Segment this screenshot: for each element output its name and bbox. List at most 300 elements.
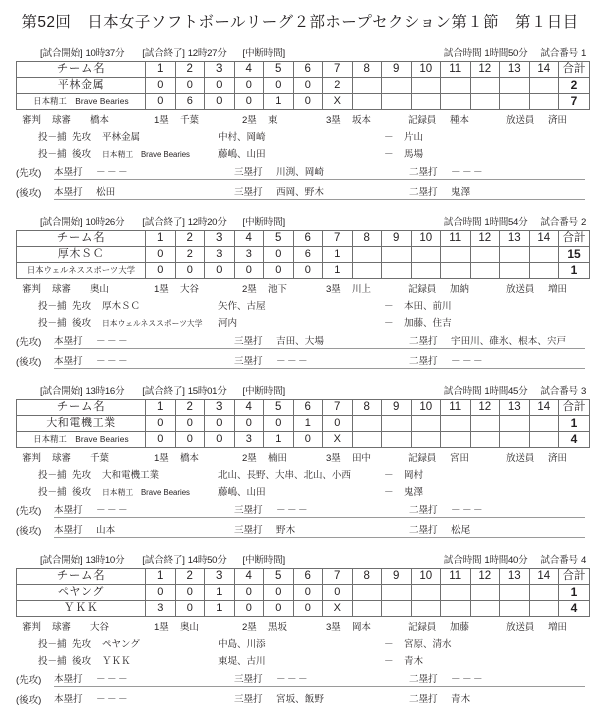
double-label: 二塁打 [409, 187, 438, 198]
game-block [0, 214, 600, 369]
header-inning-12: 12 [470, 400, 500, 416]
inning-score-cell: 0 [234, 78, 264, 94]
header-inning-2: 2 [175, 400, 205, 416]
hit-group [234, 353, 409, 369]
inning-score-cell [500, 78, 530, 94]
inning-score-cell: 0 [293, 78, 323, 94]
catcher-names: 加藤、住吉 [404, 318, 452, 329]
announcer-label: 放送員 [506, 115, 535, 126]
announcer-name: 増田 [548, 622, 567, 633]
battery-label: 投－捕 [38, 656, 67, 667]
header-team-name: チーム名 [17, 231, 146, 247]
suspend-time-label: [中断時間] [242, 555, 286, 566]
game-block [0, 45, 600, 200]
game-number-label: 試合番号 [540, 386, 578, 397]
battery-label: 投－捕 [38, 132, 67, 143]
inning-score-cell [411, 585, 441, 601]
inning-score-cell: 3 [234, 432, 264, 448]
header-inning-1: 1 [146, 400, 176, 416]
base2-label: 2塁 [242, 453, 257, 464]
inning-score-cell: 0 [234, 585, 264, 601]
inning-score-cell: 3 [146, 601, 176, 617]
scorer-label: 記録員 [408, 622, 437, 633]
battery-row [16, 650, 586, 667]
header-inning-12: 12 [470, 569, 500, 585]
header-total: 合計 [559, 62, 590, 78]
header-inning-8: 8 [352, 62, 382, 78]
triple-names: 川渕、岡崎 [276, 167, 324, 178]
hit-group [54, 522, 234, 538]
triple-names: 野木 [276, 525, 296, 536]
inning-score-cell [382, 416, 412, 432]
battery-dash: － [384, 656, 394, 667]
header-team-name: チーム名 [17, 400, 146, 416]
header-inning-11: 11 [441, 569, 471, 585]
inning-score-cell [411, 416, 441, 432]
header-inning-13: 13 [500, 569, 530, 585]
double-label: 二塁打 [409, 336, 438, 347]
hit-group [409, 502, 585, 518]
hit-group [409, 333, 585, 349]
team-total-cell: 15 [559, 247, 590, 263]
officials-row [16, 448, 586, 464]
inning-score-cell [382, 247, 412, 263]
team-name-cell: 厚木ＳＣ [17, 247, 146, 263]
inning-score-cell: 1 [205, 601, 235, 617]
header-inning-4: 4 [234, 569, 264, 585]
inning-score-cell: 0 [293, 585, 323, 601]
inning-score-cell: X [323, 94, 353, 110]
battery-side-label: 後攻 [72, 318, 91, 329]
header-total: 合計 [559, 231, 590, 247]
hit-group [234, 691, 409, 706]
battery-row [16, 312, 586, 329]
inning-score-cell [470, 94, 500, 110]
double-label: 二塁打 [409, 505, 438, 516]
hit-group [234, 333, 409, 349]
header-inning-5: 5 [264, 400, 294, 416]
inning-score-cell [382, 78, 412, 94]
header-inning-10: 10 [411, 62, 441, 78]
header-inning-12: 12 [470, 231, 500, 247]
inning-score-cell [529, 247, 559, 263]
scorer-label: 記録員 [408, 115, 437, 126]
plate-umpire-label: 球審 [52, 453, 71, 464]
hits-row [16, 667, 586, 687]
inning-score-cell: 2 [175, 247, 205, 263]
scorer-name: 加納 [450, 284, 469, 295]
inning-score-cell: 1 [264, 432, 294, 448]
battery-side-label: 先攻 [72, 132, 91, 143]
inning-score-cell [382, 94, 412, 110]
inning-score-cell [382, 601, 412, 617]
inning-score-cell: 0 [146, 247, 176, 263]
duration-label: 試合時間 [443, 386, 482, 397]
header-inning-8: 8 [352, 569, 382, 585]
inning-score-cell: 0 [323, 585, 353, 601]
inning-score-cell [441, 247, 471, 263]
battery-row [16, 126, 586, 143]
inning-score-cell [500, 432, 530, 448]
game-block [0, 383, 600, 538]
inning-score-cell: 0 [234, 94, 264, 110]
score-table-team-row [17, 263, 590, 279]
homerun-names: －－－ [96, 505, 129, 516]
battery-team-name: ＹＫＫ [102, 656, 131, 667]
header-inning-2: 2 [175, 569, 205, 585]
battery-side-label: 後攻 [72, 149, 91, 160]
hits-side-label: (後攻) [16, 188, 42, 199]
header-inning-9: 9 [382, 231, 412, 247]
inning-score-cell: 2 [323, 78, 353, 94]
games-container [0, 45, 600, 706]
inning-score-cell [500, 601, 530, 617]
inning-score-cell [500, 585, 530, 601]
team-name-cell: 日本精工 Brave Bearies [17, 94, 146, 110]
plate-umpire-name: 奥山 [90, 284, 109, 295]
inning-score-cell: 0 [146, 585, 176, 601]
inning-score-cell: 0 [175, 585, 205, 601]
battery-label: 投－捕 [38, 149, 67, 160]
game-number-label: 試合番号 [540, 217, 578, 228]
announcer-name: 済田 [548, 115, 567, 126]
triple-label: 三塁打 [234, 674, 263, 685]
homerun-names: －－－ [96, 167, 129, 178]
inning-score-cell [529, 416, 559, 432]
inning-score-cell: 0 [146, 263, 176, 279]
start-time-label: [試合開始] [40, 386, 83, 397]
hits-row [16, 329, 586, 349]
start-time-value: 10時26分 [85, 217, 125, 228]
plate-umpire-label: 球審 [52, 284, 71, 295]
inning-score-cell [352, 263, 382, 279]
homerun-label: 本塁打 [54, 694, 83, 705]
homerun-label: 本塁打 [54, 167, 83, 178]
battery-label: 投－捕 [38, 301, 67, 312]
inning-score-cell: 0 [175, 601, 205, 617]
inning-score-cell: 0 [146, 432, 176, 448]
triple-label: 三塁打 [234, 167, 263, 178]
base2-label: 2塁 [242, 115, 257, 126]
header-total: 合計 [559, 400, 590, 416]
inning-score-cell [411, 432, 441, 448]
team-name-cell: ＹＫＫ [17, 601, 146, 617]
pitcher-names: 東堤、古川 [218, 656, 266, 667]
hit-group [54, 164, 234, 180]
double-names: 宇田川、碓氷、根本、宍戸 [451, 336, 567, 347]
triple-label: 三塁打 [234, 356, 263, 367]
base2-umpire-name: 黒坂 [268, 622, 287, 633]
battery-dash: － [384, 470, 394, 481]
catcher-names: 宮原、清水 [404, 639, 452, 650]
duration-label: 試合時間 [443, 555, 482, 566]
suspend-time-label: [中断時間] [242, 48, 286, 59]
triple-label: 三塁打 [234, 336, 263, 347]
game-number-value: 4 [580, 555, 586, 566]
header-inning-3: 3 [205, 569, 235, 585]
header-inning-13: 13 [500, 400, 530, 416]
hit-group [234, 502, 409, 518]
double-names: 松尾 [451, 525, 471, 536]
inning-score-cell: X [323, 432, 353, 448]
inning-score-cell: 6 [175, 94, 205, 110]
base1-label: 1塁 [154, 453, 169, 464]
hit-group [234, 184, 409, 200]
battery-label: 投－捕 [38, 318, 67, 329]
homerun-names: －－－ [96, 674, 129, 685]
score-table-team-row [17, 432, 590, 448]
hit-group [54, 184, 234, 200]
hit-group [409, 691, 585, 706]
header-inning-1: 1 [146, 62, 176, 78]
inning-score-cell [470, 78, 500, 94]
team-total-cell: 7 [559, 94, 590, 110]
announcer-label: 放送員 [506, 284, 535, 295]
battery-row [16, 481, 586, 498]
score-table [16, 568, 590, 617]
header-inning-4: 4 [234, 231, 264, 247]
battery-dash: － [384, 301, 394, 312]
double-names: －－－ [451, 356, 484, 367]
inning-score-cell: 0 [234, 601, 264, 617]
game-number-value: 3 [580, 386, 586, 397]
inning-score-cell [529, 432, 559, 448]
catcher-names: 鬼澤 [404, 487, 423, 498]
team-name-cell: 日本精工 Brave Bearies [17, 432, 146, 448]
hits-row [16, 349, 586, 369]
base2-umpire-name: 池下 [268, 284, 287, 295]
inning-score-cell: 0 [205, 78, 235, 94]
inning-score-cell [352, 247, 382, 263]
base1-umpire-name: 奥山 [180, 622, 199, 633]
inning-score-cell [352, 416, 382, 432]
plate-umpire-label: 球審 [52, 622, 71, 633]
hit-group [234, 164, 409, 180]
umpire-label: 審判 [22, 453, 41, 464]
header-inning-6: 6 [293, 62, 323, 78]
header-inning-9: 9 [382, 400, 412, 416]
header-team-name: チーム名 [17, 569, 146, 585]
hit-group [409, 184, 585, 200]
inning-score-cell: 0 [293, 601, 323, 617]
base2-umpire-name: 楠田 [268, 453, 287, 464]
inning-score-cell [441, 263, 471, 279]
header-inning-7: 7 [323, 231, 353, 247]
inning-score-cell [352, 432, 382, 448]
score-table-header-row [17, 231, 590, 247]
base3-label: 3塁 [326, 622, 341, 633]
inning-score-cell: X [323, 601, 353, 617]
header-inning-10: 10 [411, 400, 441, 416]
double-label: 二塁打 [409, 525, 438, 536]
scorer-label: 記録員 [408, 284, 437, 295]
end-time-label: [試合終了] [142, 386, 185, 397]
homerun-label: 本塁打 [54, 336, 83, 347]
inning-score-cell [470, 416, 500, 432]
inning-score-cell: 0 [205, 263, 235, 279]
battery-row [16, 633, 586, 650]
header-inning-5: 5 [264, 231, 294, 247]
triple-label: 三塁打 [234, 187, 263, 198]
inning-score-cell [529, 263, 559, 279]
plate-umpire-label: 球審 [52, 115, 71, 126]
score-table [16, 61, 590, 110]
team-total-cell: 4 [559, 432, 590, 448]
inning-score-cell [352, 585, 382, 601]
inning-score-cell [441, 432, 471, 448]
header-inning-8: 8 [352, 400, 382, 416]
hits-side-label: (先攻) [16, 506, 42, 517]
score-table-team-row [17, 94, 590, 110]
score-table [16, 399, 590, 448]
header-inning-11: 11 [441, 62, 471, 78]
umpire-label: 審判 [22, 115, 41, 126]
inning-score-cell: 0 [146, 94, 176, 110]
header-inning-6: 6 [293, 231, 323, 247]
header-inning-14: 14 [529, 231, 559, 247]
scorer-name: 加藤 [450, 622, 469, 633]
game-number-value: 2 [580, 217, 586, 228]
hits-row [16, 160, 586, 180]
hit-group [54, 671, 234, 687]
base3-label: 3塁 [326, 284, 341, 295]
battery-label: 投－捕 [38, 487, 67, 498]
duration-value: 1時間40分 [484, 555, 528, 566]
header-inning-14: 14 [529, 400, 559, 416]
hits-side-label: (先攻) [16, 168, 42, 179]
header-inning-7: 7 [323, 400, 353, 416]
umpire-label: 審判 [22, 284, 41, 295]
inning-score-cell: 3 [234, 247, 264, 263]
hit-group [54, 333, 234, 349]
inning-score-cell: 0 [175, 432, 205, 448]
hits-side-label: (後攻) [16, 526, 42, 537]
inning-score-cell [529, 78, 559, 94]
hit-group [54, 502, 234, 518]
double-label: 二塁打 [409, 694, 438, 705]
inning-score-cell: 1 [323, 263, 353, 279]
team-total-cell: 1 [559, 585, 590, 601]
header-inning-6: 6 [293, 569, 323, 585]
header-inning-3: 3 [205, 231, 235, 247]
inning-score-cell [441, 416, 471, 432]
inning-score-cell [441, 601, 471, 617]
battery-team-name: 厚木ＳＣ [102, 301, 140, 312]
game-meta-row [16, 383, 586, 399]
officials-row [16, 279, 586, 295]
inning-score-cell: 6 [293, 247, 323, 263]
battery-side-label: 後攻 [72, 487, 91, 498]
base2-label: 2塁 [242, 622, 257, 633]
team-total-cell: 1 [559, 263, 590, 279]
hits-side-label: (先攻) [16, 337, 42, 348]
page-title: 第52回 日本女子ソフトボールリーグ２部ホープセクション第１節 第１日目 [21, 14, 579, 31]
base2-umpire-name: 東 [268, 115, 278, 126]
inning-score-cell [470, 432, 500, 448]
suspend-time-label: [中断時間] [242, 386, 286, 397]
score-table-header-row [17, 569, 590, 585]
inning-score-cell: 0 [205, 432, 235, 448]
homerun-label: 本塁打 [54, 525, 83, 536]
header-inning-11: 11 [441, 400, 471, 416]
header-inning-8: 8 [352, 231, 382, 247]
header-inning-10: 10 [411, 569, 441, 585]
base2-label: 2塁 [242, 284, 257, 295]
catcher-names: 岡村 [404, 470, 423, 481]
header-total: 合計 [559, 569, 590, 585]
inning-score-cell: 0 [234, 263, 264, 279]
base3-umpire-name: 田中 [352, 453, 371, 464]
hit-group [409, 671, 585, 687]
battery-side-label: 後攻 [72, 656, 91, 667]
score-table-team-row [17, 601, 590, 617]
header-inning-13: 13 [500, 62, 530, 78]
inning-score-cell: 0 [293, 432, 323, 448]
hits-side-label: (後攻) [16, 695, 42, 706]
inning-score-cell [411, 263, 441, 279]
end-time-label: [試合終了] [142, 555, 185, 566]
plate-umpire-name: 橋本 [90, 115, 109, 126]
double-names: －－－ [451, 167, 484, 178]
team-name-cell: 日本ウェルネススポーツ大学 [17, 263, 146, 279]
triple-names: 吉田、大場 [276, 336, 324, 347]
homerun-names: －－－ [96, 356, 129, 367]
inning-score-cell [529, 585, 559, 601]
catcher-names: 本田、前川 [404, 301, 452, 312]
plate-umpire-name: 大谷 [90, 622, 109, 633]
header-inning-13: 13 [500, 231, 530, 247]
inning-score-cell [382, 585, 412, 601]
battery-label: 投－捕 [38, 470, 67, 481]
end-time-label: [試合終了] [142, 217, 185, 228]
pitcher-names: 北山、長野、大串、北山、小西 [218, 470, 351, 481]
inning-score-cell [352, 94, 382, 110]
inning-score-cell: 1 [323, 247, 353, 263]
hits-row [16, 687, 586, 706]
pitcher-names: 中島、川添 [218, 639, 266, 650]
base1-label: 1塁 [154, 622, 169, 633]
triple-names: －－－ [276, 356, 309, 367]
end-time-value: 12時27分 [187, 48, 227, 59]
triple-names: －－－ [276, 505, 309, 516]
header-inning-5: 5 [264, 62, 294, 78]
inning-score-cell [382, 263, 412, 279]
inning-score-cell [441, 585, 471, 601]
header-inning-5: 5 [264, 569, 294, 585]
suspend-time-label: [中断時間] [242, 217, 286, 228]
team-total-cell: 1 [559, 416, 590, 432]
pitcher-names: 河内 [218, 318, 237, 329]
game-meta-row [16, 214, 586, 230]
header-inning-1: 1 [146, 569, 176, 585]
double-label: 二塁打 [409, 356, 438, 367]
inning-score-cell [529, 94, 559, 110]
team-name-cell: 平林金属 [17, 78, 146, 94]
homerun-label: 本塁打 [54, 674, 83, 685]
scorer-name: 種本 [450, 115, 469, 126]
header-inning-1: 1 [146, 231, 176, 247]
catcher-names: 馬場 [404, 149, 423, 160]
homerun-names: 松田 [96, 187, 116, 198]
game-meta-row [16, 45, 586, 61]
inning-score-cell: 0 [175, 416, 205, 432]
double-names: －－－ [451, 674, 484, 685]
homerun-names: －－－ [96, 694, 129, 705]
inning-score-cell: 0 [146, 416, 176, 432]
battery-dash: － [384, 318, 394, 329]
inning-score-cell: 0 [323, 416, 353, 432]
pitcher-names: 矢作、古屋 [218, 301, 266, 312]
